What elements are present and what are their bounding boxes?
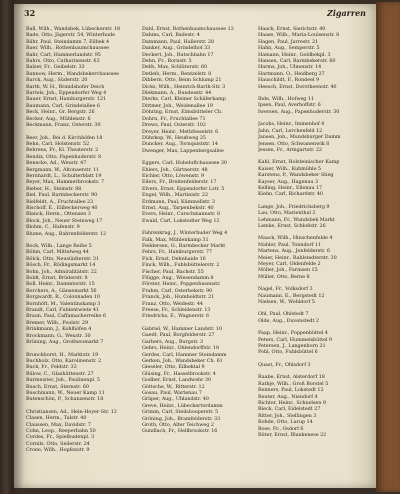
- directory-entry: Braun, Paul, Caffamacherreihe 6: [26, 313, 106, 320]
- directory-entry: Beckmann, Franz, Osterstr. 30: [26, 122, 101, 129]
- directory-entry: Petersen, J., Langenhorn 21: [258, 343, 326, 350]
- directory-entry: Fahrenkrug, J., Winterhuder Weg 4: [142, 230, 228, 237]
- directory-entry: Lange, Joh., Friedrichsberg 9: [258, 203, 330, 210]
- directory-entry: Groth, Otto, Alter Teichweg 2: [142, 421, 214, 428]
- directory-entry: Ritter, Joh., Stellingen 3: [258, 412, 317, 419]
- directory-entry: Bahr, Carl, Hammerlandstr. 95: [26, 51, 101, 58]
- directory-entry: Bornhöft, M., Valentinskamp 3: [26, 300, 101, 307]
- directory-entry: Gieseler, Otto, Eilbektal 9: [142, 364, 205, 371]
- directory-entry: Kelling, Heinr., Eilenau 17: [258, 184, 323, 191]
- directory-entry: Busch, Ernst, Sternstr. 60: [26, 383, 89, 390]
- directory-entry: Beer, Joh., Bei d. Kirchhöfen 18: [26, 134, 103, 141]
- directory-column-2: [142, 26, 252, 480]
- directory-entry: Meyer, Carl, Oldenfelde 2: [258, 261, 321, 267]
- directory-entry: Möller, Joh., Farmsen 15: [258, 267, 318, 274]
- directory-entry: Raabe, Ernst, Alsterdorf 18: [258, 374, 325, 381]
- directory-entry: Borchers, A., Gänsemarkt 56: [26, 287, 97, 294]
- directory-entry: Bendix, Otto, Papenhuderstr. 8: [26, 153, 102, 160]
- directory-entry: Bannow, Herm., Wandsbekerchaussee: [26, 70, 119, 77]
- directory-entry: Bartels, Joh., Eppendorfer Weg 4: [26, 90, 107, 97]
- directory-entry: Dehn, Fr., Bornstr. 5: [142, 58, 192, 65]
- directory-entry: Heesch, Ernst, Dorotheenstr. 40: [258, 83, 337, 90]
- directory-column-3: [258, 26, 368, 480]
- directory-entry: Bock, Wilh., Lange Reihe 5: [26, 243, 92, 249]
- directory-entry: Bähr, Paul, Steindamm 7, Eilbek 4: [26, 38, 110, 45]
- directory-entry: Gaedt, Paul, Borgfelderstr. 27: [142, 332, 215, 339]
- directory-entry: Ehlers, Joh., Gärtnerstr. 48: [142, 166, 208, 173]
- directory-entry: Jensen, Otto, Schwanenwik 8: [258, 140, 330, 147]
- directory-entry: Quast, Fr., Ohlsdorf 3: [258, 361, 311, 368]
- directory-entry: Beyer, Max, Hammerbrookstr. 7: [26, 179, 104, 186]
- directory-entry: Engel, Wilh., Martinistr. 22: [142, 192, 209, 199]
- directory-entry: Brüning, Aug., Großneumarkt 7: [26, 339, 104, 346]
- directory-entry: Danker, Aug., Grindelhof 33: [142, 45, 211, 52]
- directory-entry: Block, Joh., Neuer Steinweg 17: [26, 217, 103, 224]
- directory-entry: Jansen, Joh., Mundsburger Damm: [258, 134, 341, 141]
- directory-entry: Hartmann, O., Heidberg 27: [258, 70, 325, 77]
- directory-entry: Nielsen, W., Wohldorf 5: [258, 299, 315, 306]
- directory-entry: Buchholz, Otto, Karolinenstr. 2: [26, 357, 102, 364]
- directory-entry: Hauschildt, F., Rondeel 9: [258, 77, 320, 84]
- directory-entry: Gehrs, Heinr., Ohlendorffstr. 18: [142, 345, 220, 352]
- directory-entry: Rose, Fr., Osdorf 6: [258, 425, 304, 432]
- directory-entry: Godber, Ernst, Landwehr 30: [142, 377, 212, 384]
- directory-entry: Förster, Heinr., Poppenhusenstr.: [142, 281, 221, 288]
- directory-entry: Boll, Heinr., Dammtorstr. 15: [26, 281, 95, 288]
- directory-entry: Eggers, Carl, Hoheluftchaussee 30: [142, 160, 227, 167]
- directory-entry: Franck, Joh., Humboldtstr. 21: [142, 294, 215, 301]
- directory-entry: Jahn, Carl, Lerchenfeld 12: [258, 127, 323, 134]
- directory-entry: Bölck, Otto, Neustädterstr. 31: [26, 255, 100, 262]
- page-number: 32: [24, 8, 36, 18]
- directory-columns: [26, 26, 368, 480]
- directory-entry: Ihde, Wilh., Hofweg 11: [258, 96, 315, 103]
- directory-entry: Barck, Aug., Süderstr. 20: [26, 77, 88, 84]
- directory-entry: Elvers, Ernst, Eppendorfer Lstr. 5: [142, 185, 225, 192]
- directory-entry: Kahl, Ernst, Holsteinischer Kamp: [258, 159, 340, 166]
- book-page: [14, 4, 376, 488]
- directory-entry: Dittmer, Joh., Weidenallee 19: [142, 102, 213, 109]
- directory-entry: Rieck, Carl, Eidelstedt 27: [258, 406, 321, 413]
- directory-entry: Gräper, Aug., Uhlandstr. 40: [142, 396, 209, 403]
- directory-entry: Burmeister, Joh., Paulinenpl. 5: [26, 377, 100, 384]
- directory-entry: Haase, Wilh., Maria-Louisenstr. 8: [258, 32, 340, 39]
- directory-entry: Lehmann, Fr., Wandsbek Markt: [258, 216, 335, 223]
- directory-entry: Gerdes, Carl, Hammer Steindamm: [142, 351, 227, 358]
- directory-entry: Göttsche, W., Ritterstr. 12: [142, 383, 205, 390]
- directory-entry: Dohrn, Fr., Fruchtallee 71: [142, 115, 206, 122]
- directory-entry: Lemke, Ernst, Schloßstr. 26: [258, 222, 326, 229]
- directory-entry: Kiehn, Carl, Richardstr. 40: [258, 191, 323, 198]
- directory-entry: Beck, Heinr., Gr. Bergstr. 26: [26, 109, 95, 116]
- directory-entry: Mahler, Paul, Tonndorf 11: [258, 241, 322, 248]
- directory-entry: Gerken, Joh., Wandsbeker Ch. 61: [142, 357, 223, 364]
- directory-column-1: [26, 26, 136, 480]
- directory-entry: Jacobs, Heinr., Immenhof 4: [258, 121, 325, 128]
- directory-entry: Olde, Aug., Duvenstedt 2: [258, 317, 319, 324]
- directory-entry: Crone, Wilh., Hopfenstr. 9: [26, 447, 90, 454]
- directory-entry: Duncker, Aug., Tornquiststr. 14: [142, 141, 218, 148]
- directory-entry: Rüter, Ernst, Blankenese 22: [258, 431, 327, 438]
- directory-entry: Bieber, H., Steinstr. 88: [26, 185, 82, 192]
- directory-entry: Clasen, Herm., Talstr. 40: [26, 415, 87, 422]
- directory-entry: Bremer, Wilh., Poolstr. 29: [26, 319, 89, 326]
- directory-entry: Brandt, Carl, Fuhlentwiete 41: [26, 307, 99, 314]
- directory-entry: Kayser, Aug., Hagenau 3: [258, 178, 319, 185]
- directory-entry: Ohl, Paul, Ohlstedt 7: [258, 311, 309, 318]
- directory-entry: Haack, Ernst, Sierichstr. 40: [258, 26, 326, 32]
- directory-entry: Franz, Otto, Weidestr. 44: [142, 300, 203, 307]
- directory-entry: Gosau, Paul, Wartenau 7: [142, 389, 202, 396]
- directory-entry: Maack, Wilh., Hinschenfelde 4: [258, 235, 333, 242]
- directory-entry: Hansen, Carl, Barmbekerstr. 60: [258, 58, 336, 65]
- directory-entry: Cohn, Leop., Reeperbahn 50: [26, 427, 96, 434]
- directory-entry: Baer, Wilh., Rothenbaumchaussee: [26, 45, 110, 52]
- directory-entry: Flügge, Aug., Wiesendamm 8: [142, 275, 214, 282]
- directory-entry: Naumann, E., Bergstedt 12: [258, 292, 325, 299]
- directory-entry: Hamann, Heinr., Goldbekpl. 3: [258, 51, 331, 58]
- directory-entry: Friedrichs, E., Wagnerstr. 6: [142, 313, 210, 320]
- directory-entry: Freese, Fr., Schleidenstr. 13: [142, 307, 211, 314]
- directory-entry: Grimm, Carl, Steilshooperstr. 5: [142, 409, 219, 416]
- directory-entry: Erdmann, Paul, Kümmellstr. 3: [142, 198, 215, 205]
- directory-entry: Deckert, Joh., Rutschbahn 17: [142, 51, 214, 58]
- directory-entry: Dicks, Wilh., Heinrich-Barth-Str. 3: [142, 83, 226, 90]
- directory-entry: Brinkmann, J., Kohlhöfen 4: [26, 326, 92, 333]
- directory-entry: Ernst, Aug., Tarpenbekstr. 40: [142, 204, 214, 211]
- directory-entry: Dibbern, Otto, Beim Schlump 21: [142, 77, 222, 84]
- directory-entry: Drews, Paul, Osterstr. 102: [142, 122, 206, 129]
- page-stack-edge: [376, 2, 400, 492]
- directory-entry: Bösch, Fr., Rödingsmarkt 14: [26, 262, 96, 269]
- directory-entry: Müller, Otto, Berne 8: [258, 273, 310, 280]
- directory-entry: Bauer, Ernst, Hamburgerstr. 121: [26, 96, 107, 103]
- directory-entry: Dammann, Paul, Hallerstr. 28: [142, 38, 214, 45]
- directory-entry: Diekmann, A., Bundesstr. 44: [142, 90, 212, 97]
- directory-entry: Glüsing, Fr., Hasselbrookstr. 4: [142, 370, 216, 377]
- directory-entry: Jessen, Fr., Armgartstr. 22: [258, 146, 322, 153]
- directory-entry: Eilers, Fr., Breitenfelderstr. 17: [142, 179, 217, 186]
- directory-entry: Biel, Paul, Barmbeckerstr. 90: [26, 192, 98, 199]
- page-header: [24, 8, 366, 20]
- directory-entry: Finck, Wilh., Fuhlsbüttelerstr. 2: [142, 262, 220, 269]
- directory-entry: Bülow, C., Glashüttenstr. 27: [26, 370, 94, 377]
- directory-entry: Claussen, Max, Davidstr. 7: [26, 421, 91, 428]
- directory-entry: Iwersen, Aug., Papenhuderstr. 30: [258, 108, 340, 115]
- directory-entry: Evers, Heinr., Curschmannstr. 8: [142, 211, 220, 218]
- directory-entry: Nagel, Fr., Volksdorf 3: [258, 286, 313, 293]
- directory-entry: Gabriel, W., Hammer Landstr. 10: [142, 325, 223, 332]
- directory-entry: Borgwardt, R., Colonnaden 10: [26, 294, 100, 301]
- directory-entry: Christiansen, Ad., Hein-Hoyer-Str. 12: [26, 408, 117, 415]
- directory-entry: Eichler, Otto, Löwenstr. 9: [142, 172, 205, 179]
- directory-entry: Brunckhorst, H., Marktstr. 19: [26, 351, 99, 358]
- directory-entry: Richter, Heinr., Schnelsen 9: [258, 399, 326, 406]
- directory-entry: Bohn, Joh., Admiralitätstr. 22: [26, 268, 97, 275]
- directory-entry: Frahm, Carl, Osterbekstr. 90: [142, 287, 213, 294]
- directory-entry: Dierks, Carl, Kleiner Schäferkamp: [142, 96, 226, 103]
- directory-entry: Buschmann, W., Neuer Kamp 11: [26, 389, 105, 396]
- directory-entry: Rohde, Otto, Lurup 14: [258, 419, 313, 426]
- directory-entry: Barth, W. H., Brandshofer Deich: [26, 83, 105, 90]
- directory-entry: Böhm, Carl, Mittelweg 44: [26, 249, 89, 256]
- directory-entry: Butenschön, P., Schanzenstr. 18: [26, 396, 104, 403]
- page-gutter-shadow: [14, 4, 24, 488]
- directory-entry: Garbers, Aug., Burgstr. 3: [142, 338, 204, 345]
- directory-entry: Martens, Aug., Jenfelderstr. 6: [258, 248, 330, 255]
- directory-entry: Bergmann, W., Altonaerstr. 11: [26, 166, 100, 173]
- directory-entry: Pohl, Otto, Fuhlsbüttel 6: [258, 349, 318, 356]
- directory-entry: Dreyer, Heinr., Methfesselstr. 6: [142, 128, 219, 135]
- directory-entry: Bielfeldt, A., Fruchtallee 23: [26, 198, 94, 205]
- directory-entry: Blohm, C., Hafenstr. 9: [26, 224, 80, 231]
- directory-entry: Meier, Heinr., Rahlstedterstr. 30: [258, 254, 337, 261]
- directory-entry: Ball, Wilh., Wandsbek, Lübeckerstr. 18: [26, 26, 121, 32]
- directory-entry: Delfs, Max, Schlüterstr. 60: [142, 64, 208, 71]
- directory-entry: Brockmann, G., Wexstr. 30: [26, 332, 91, 339]
- directory-entry: Reuter, Aug., Niendorf 4: [258, 393, 318, 400]
- directory-entry: Greve, Heinr., Lübeckertordamm: [142, 402, 223, 409]
- directory-entry: Baumann, Carl, Grindelallee 6: [26, 102, 100, 109]
- directory-entry: Blanck, Herm., Ottensen 3: [26, 211, 91, 218]
- directory-entry: Reimers, Paul, Lokstedt 12: [258, 387, 324, 394]
- directory-entry: Falk, Max, Mühlenkamp 31: [142, 236, 209, 243]
- directory-entry: Fischer, Paul, Bachstr. 55: [142, 268, 204, 275]
- directory-entry: Dahms, Carl, Badestr. 4: [142, 32, 200, 39]
- running-head: Zigarren: [327, 8, 366, 18]
- directory-entry: Bischoff, E., Eilbeckerweg 40: [26, 204, 98, 211]
- directory-entry: Döhring, Ernst, Eimsbütteler Ch.: [142, 109, 223, 116]
- directory-entry: Kaiser, Wilh., Kuhmühle 5: [258, 165, 321, 172]
- directory-entry: Dahl, Ernst, Rothenbaumchaussee 12: [142, 26, 234, 32]
- directory-entry: Feddersen, O., Barmbecker Markt: [142, 243, 226, 249]
- directory-entry: Behrens, Fr., Kl. Theaterstr. 2: [26, 147, 99, 154]
- directory-entry: Behn, Carl, Holstenstr. 52: [26, 140, 90, 147]
- directory-entry: Ewald, Carl, Lokstedter Weg 12: [142, 217, 220, 224]
- directory-entry: Rathje, Wilh., Groß Borstel 5: [258, 380, 329, 387]
- directory-entry: Bade, Otto, Jägerstr. 54, Winterhude: [26, 32, 115, 39]
- directory-entry: Lau, Otto, Marienthal 2: [258, 210, 316, 217]
- directory-entry: Benecke, Ad., Wexstr. 47: [26, 160, 87, 167]
- directory-entry: Balzer, Fr., Geibelstr. 33: [26, 64, 85, 71]
- directory-entry: Becker, Aug., Mühlenstr. 6: [26, 115, 91, 122]
- directory-entry: Bahrs, Otto, Catharinenstr. 63: [26, 58, 100, 65]
- directory-entry: Hahn, Aug., Semperstr. 5: [258, 45, 320, 52]
- directory-entry: Cordes, Fr., Spielbudenpl. 3: [26, 434, 94, 441]
- directory-entry: Dührkop, W., Heußweg 25: [142, 134, 206, 141]
- directory-entry: Fick, Ernst, Dehnhaide 16: [142, 255, 206, 262]
- directory-entry: Cornils, Otto, Seilerstr. 24: [26, 440, 90, 447]
- directory-entry: Gröning, Joh., Bramfelderstr. 33: [142, 415, 221, 422]
- directory-entry: Detlefs, Herm., Rentzelstr. 8: [142, 70, 212, 77]
- directory-entry: Harms, Joh., Ulmenstr. 14: [258, 64, 322, 71]
- directory-entry: Boldt, Ernst, Brüderstr. 8: [26, 275, 88, 282]
- directory-entry: Hagen, Paul, Jarrestr. 21: [258, 38, 319, 45]
- directory-entry: Ipsen, Paul, Averhoffstr. 6: [258, 102, 321, 109]
- directory-entry: Karstens, P., Wandsbeker Stieg: [258, 172, 334, 179]
- directory-entry: Paap, Heinr., Poppenbüttel 4: [258, 330, 328, 337]
- directory-entry: Peters, Carl, Hummelsbüttel 9: [258, 336, 332, 343]
- directory-entry: Dwenger, Max, Lappenbergsallee: [142, 147, 224, 154]
- directory-entry: Buck, Fr., Feldstr. 33: [26, 364, 77, 371]
- directory-entry: Blume, Aug., Bahrenfelderstr. 12: [26, 230, 107, 237]
- directory-entry: Fehrs, Fr., Hamburgerstr. 77: [142, 249, 212, 256]
- directory-entry: Bernhardt, L., Schulterblatt 19: [26, 172, 102, 179]
- directory-entry: Gundlach, Fr., Hellbrookstr. 16: [142, 428, 218, 435]
